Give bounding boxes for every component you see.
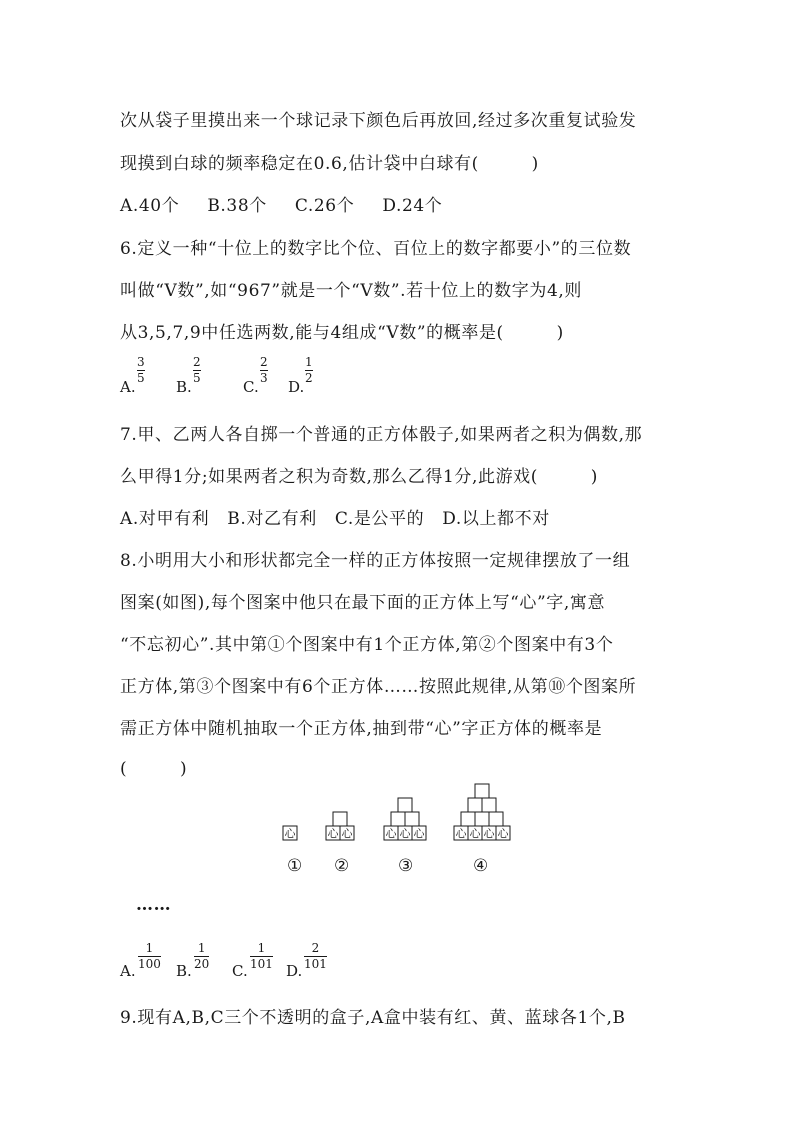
figure-caption-2: ② [334,856,350,876]
numerator: 2 [193,355,201,369]
numerator: 1 [197,941,206,955]
cube-char-label: 心 [385,827,397,840]
q6-option-b-fraction [193,356,201,385]
figure-caption-4: ④ [473,856,489,876]
q8-option-c-label: C. [232,962,248,980]
figure-ellipsis: …… [136,895,172,915]
q8-text-line-2: 图案(如图),每个图案中他只在最下面的正方体上写“心”字,寓意 [120,593,606,613]
q6-option-b-label: B. [176,378,192,396]
cube [482,798,496,812]
q7-option-d: D.以上都不对 [442,509,550,529]
q5-option-b: B.38个 [207,196,267,216]
q5-text-line-2: 现摸到白球的频率稳定在0.6,估计袋中白球有( ) [120,154,539,174]
q8-option-d-label: D. [286,962,303,980]
q7-option-a: A.对甲有利 [120,509,210,529]
cube-char-label: 心 [497,827,509,840]
q5-text-line-1: 次从袋子里摸出来一个球记录下颜色后再放回,经过多次重复试验发 [120,111,637,131]
cube [333,812,347,826]
cube-char-label: 心 [483,827,495,840]
q8-text-line-3: “不忘初心”.其中第①个图案中有1个正方体,第②个图案中有3个 [120,635,614,655]
cube [405,812,419,826]
q8-option-b-fraction [194,942,209,971]
numerator: 1 [145,941,154,955]
cube [398,798,412,812]
cube [468,798,482,812]
q7-option-b: B.对乙有利 [227,509,317,529]
q6-text-line-2: 叫做“V数”,如“967”就是一个“V数”.若十位上的数字为4,则 [120,281,582,301]
q6-option-a-fraction [137,356,145,385]
q8-text-line-4: 正方体,第③个图案中有6个正方体……按照此规律,从第⑩个图案所 [120,677,637,697]
cube-char-label: 心 [455,827,467,840]
q6-option-d-label: D. [288,378,305,396]
cube [391,812,405,826]
q6-option-a-label: A. [120,378,136,396]
denominator: 101 [250,957,273,971]
numerator: 2 [311,941,320,955]
q7-text-line-2: 么甲得1分;如果两者之积为奇数,那么乙得1分,此游戏( ) [120,467,599,487]
numerator: 3 [137,355,145,369]
cube-char-label: 心 [284,827,296,840]
denominator: 101 [304,957,327,971]
cube [475,784,489,798]
figure-caption-3: ③ [398,856,414,876]
q8-option-c-fraction [250,942,273,971]
cube [461,812,475,826]
numerator: 1 [305,355,313,369]
q5-options [120,191,464,216]
q5-option-d: D.24个 [382,196,443,216]
cube [475,812,489,826]
q7-text-line-1: 7.甲、乙两人各自掷一个普通的正方体骰子,如果两者之积为偶数,那 [120,425,643,445]
q6-text-line-3: 从3,5,7,9中任选两数,能与4组成“V数”的概率是( ) [120,323,564,343]
denominator: 5 [137,371,145,385]
denominator: 2 [305,371,313,385]
q6-option-c-label: C. [243,378,259,396]
cube-char-label: 心 [469,827,481,840]
q6-text-line-1: 6.定义一种“十位上的数字比个位、百位上的数字都要小”的三位数 [120,239,632,259]
q5-option-c: C.26个 [294,196,355,216]
q8-text-line-6: ( ) [120,759,188,779]
denominator: 20 [194,957,210,971]
cube-char-label: 心 [327,827,339,840]
q8-text-line-1: 8.小明用大小和形状都完全一样的正方体按照一定规律摆放了一组 [120,551,631,571]
q8-option-b-label: B. [176,962,192,980]
q6-option-c-fraction [260,356,268,385]
figure-caption-1: ① [287,856,303,876]
denominator: 5 [193,371,201,385]
cube-char-label: 心 [341,827,353,840]
q7-option-c: C.是公平的 [334,509,425,529]
denominator: 100 [138,957,161,971]
numerator: 1 [257,941,266,955]
q7-options [120,504,572,529]
numerator: 2 [260,355,268,369]
cube [489,812,503,826]
cube-char-label: 心 [399,827,411,840]
q6-option-d-fraction [305,356,313,385]
q8-option-a-label: A. [120,962,136,980]
q5-option-a: A.40个 [120,196,180,216]
cube-char-label: 心 [413,827,425,840]
q8-option-a-fraction [138,942,161,971]
q8-option-d-fraction [304,942,327,971]
denominator: 3 [260,371,268,385]
q8-text-line-5: 需正方体中随机抽取一个正方体,抽到带“心”字正方体的概率是 [120,719,603,739]
q9-text-line-1: 9.现有A,B,C三个不透明的盒子,A盒中装有红、黄、蓝球各1个,B [120,1008,626,1028]
